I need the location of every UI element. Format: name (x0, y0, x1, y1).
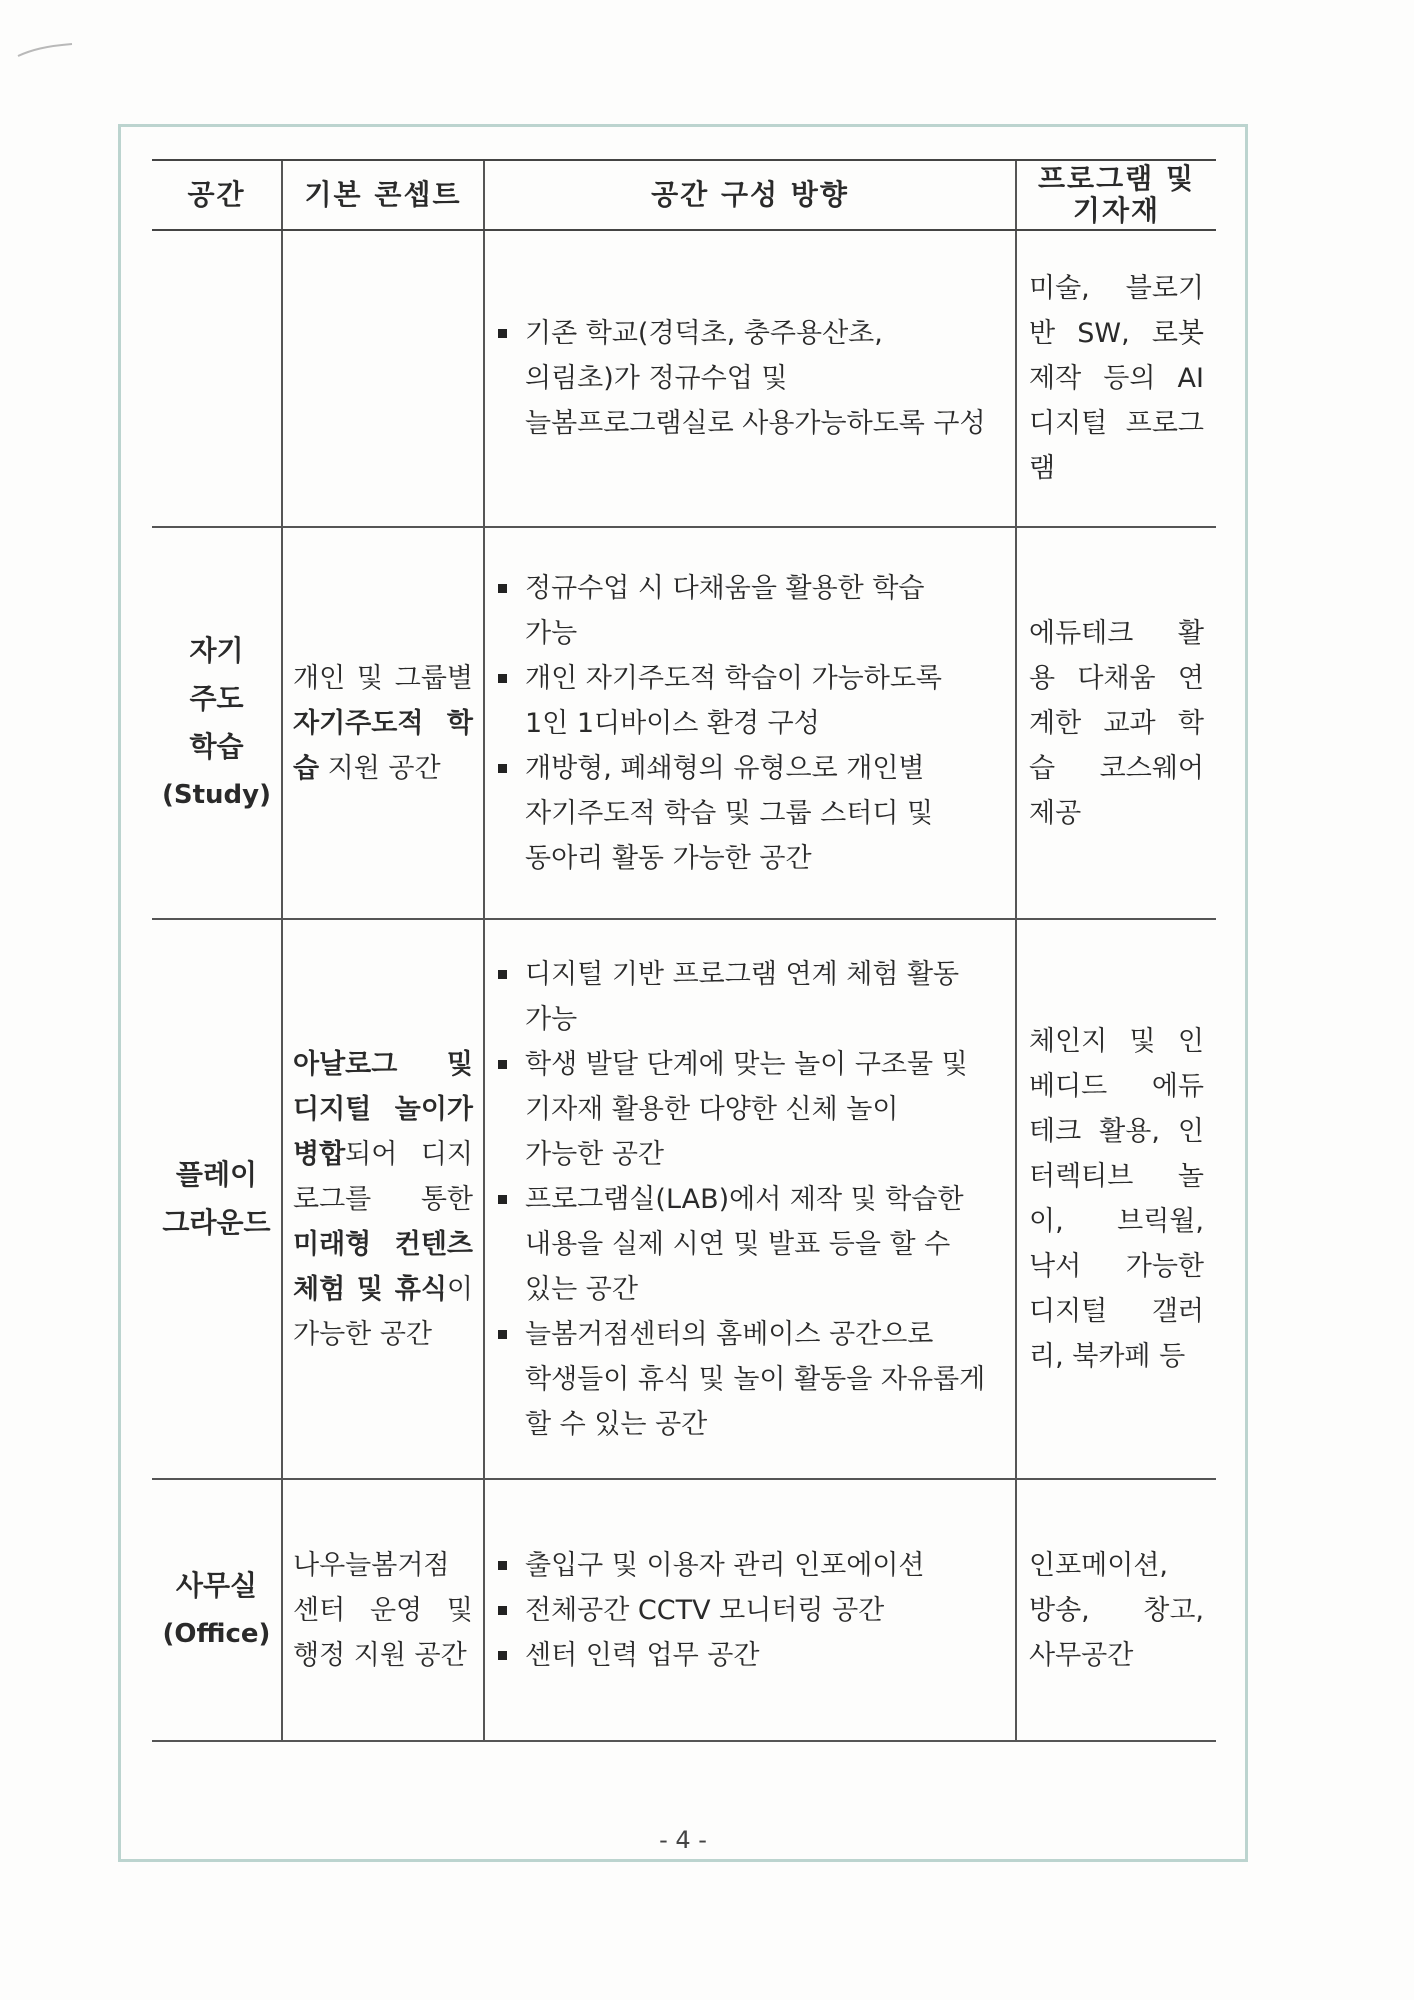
cell-space-study: 자기 주도 학습 (Study) (152, 527, 282, 919)
list-item: 출입구 및 이용자 관리 인포에이션 (495, 1543, 1005, 1588)
cell-direction (484, 527, 1016, 919)
table-row (152, 527, 1216, 919)
cell-space-empty (152, 230, 282, 527)
cell-concept-office: 나우늘봄거점 센터 운영 및 행정 지원 공간 (282, 1479, 484, 1741)
page-number: - 4 - (659, 1826, 707, 1854)
cell-program: 미술, 블로기 반 SW, 로봇 제작 등의 AI 디지털 프로그 램 (1016, 230, 1216, 527)
list-item: 프로그램실(LAB)에서 제작 및 학습한 내용을 실제 시연 및 발표 등을 할 수 있는 공간 (495, 1177, 1005, 1312)
header-space: 공간 (152, 160, 282, 230)
list-item: 기존 학교(경덕초, 충주용산초, 의림초)가 정규수업 및 늘봄프로그램실로 사용가능하도록 구성 (495, 311, 1005, 446)
cell-concept-study: 개인 및 그룹별 자기주도적 학 습 지원 공간 (282, 527, 484, 919)
cell-program: 에듀테크 활 용 다채움 연 계한 교과 학 습 코스웨어 제공 (1016, 527, 1216, 919)
table-row (152, 230, 1216, 527)
list-item: 센터 인력 업무 공간 (495, 1633, 1005, 1678)
header-program (1016, 160, 1216, 230)
cell-concept-playground: 아날로그 및 디지털 놀이가 병합되어 디지 로그를 통한 미래형 컨텐츠 체험 및 휴식이 가능한 공간 (282, 919, 484, 1479)
cell-direction (484, 230, 1016, 527)
list-item: 디지털 기반 프로그램 연계 체험 활동 가능 (495, 952, 1005, 1042)
cell-concept-empty (282, 230, 484, 527)
list-item: 개방형, 폐쇄형의 유형으로 개인별 자기주도적 학습 및 그룹 스터디 및 동아리 활동 가능한 공간 (495, 746, 1005, 881)
cell-space-playground: 플레이 그라운드 (152, 919, 282, 1479)
cell-space-office: 사무실 (Office) (152, 1479, 282, 1741)
header-concept: 기본 콘셉트 (282, 160, 484, 230)
cell-direction (484, 919, 1016, 1479)
scan-mark-icon (16, 40, 76, 60)
space-plan-table (152, 159, 1216, 1742)
list-item: 늘봄거점센터의 홈베이스 공간으로 학생들이 휴식 및 놀이 활동을 자유롭게 할 수 있는 공간 (495, 1312, 1005, 1447)
table-header-row (152, 160, 1216, 230)
list-item: 전체공간 CCTV 모니터링 공간 (495, 1588, 1005, 1633)
table-row (152, 919, 1216, 1479)
table-row (152, 1479, 1216, 1741)
header-direction: 공간 구성 방향 (484, 160, 1016, 230)
list-item: 개인 자기주도적 학습이 가능하도록 1인 1디바이스 환경 구성 (495, 656, 1005, 746)
header-program-line1: 프로그램 및 (1038, 162, 1195, 195)
cell-direction (484, 1479, 1016, 1741)
list-item: 학생 발달 단계에 맞는 놀이 구조물 및 기자재 활용한 다양한 신체 놀이 가능한 공간 (495, 1042, 1005, 1177)
cell-program: 인포메이션, 방송, 창고, 사무공간 (1016, 1479, 1216, 1741)
header-program-line2: 기자재 (1072, 194, 1161, 227)
list-item: 정규수업 시 다채움을 활용한 학습 가능 (495, 566, 1005, 656)
cell-program: 체인지 및 인 베디드 에듀 테크 활용, 인 터렉티브 놀 이, 브릭월, 낙서 가능한 디지털 갤러 리, 북카페 등 (1016, 919, 1216, 1479)
